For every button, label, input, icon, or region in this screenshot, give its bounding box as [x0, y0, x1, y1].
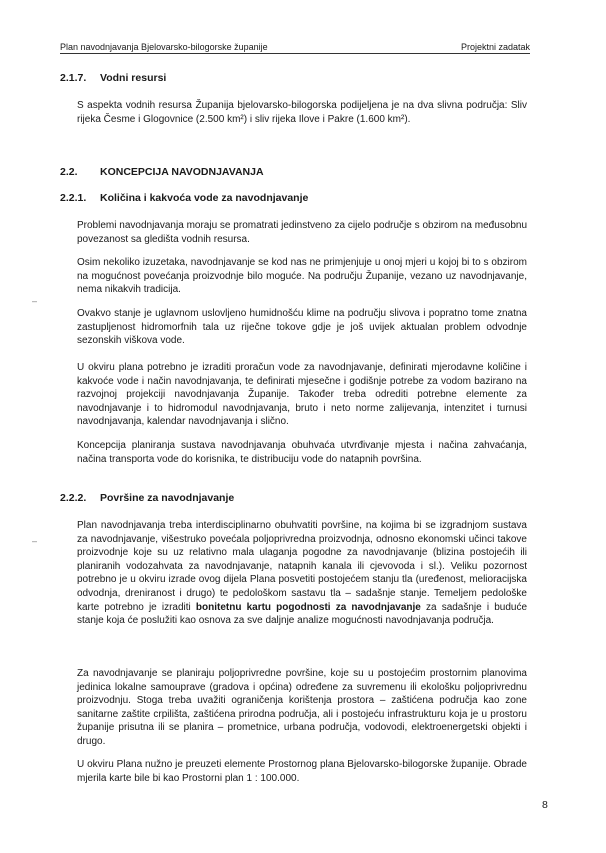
paragraph-2-2-1-1: Problemi navodnjavanja moraju se promatrati jedinstveno za cijelo područje s obzirom na međusobnu povezanost sa gledišta vodnih resursa. [77, 220, 527, 245]
paragraph-2-2-2-1 [77, 519, 527, 628]
heading-number: 2.2.1. [60, 192, 87, 204]
paragraph-text: za sadašnje i buduće stanje koja će poslužiti kao osnova za sve daljnje analize mogućnosti navodnjavanja područja. [77, 601, 527, 627]
margin-mark: – [32, 296, 38, 306]
heading-2-2 [60, 166, 264, 178]
heading-number: 2.2. [60, 166, 78, 178]
heading-title: Vodni resursi [100, 72, 167, 84]
heading-2-2-2 [60, 492, 234, 504]
header-right-title: Projektni zadatak [460, 42, 530, 52]
page-number: 8 [542, 799, 548, 811]
heading-2-1-7 [60, 72, 166, 84]
paragraph-2-1-7-1: S aspekta vodnih resursa Županija bjelovarsko-bilogorska podijeljena je na dva slivna područja: Sliv rijeka Česme i Glogovnice (2.500 km²) i sliv rijeka Ilove i Pakre (1.600 km²). [77, 100, 527, 125]
margin-mark: – [32, 536, 38, 546]
paragraph-2-2-1-5: Koncepcija planiranja sustava navodnjavanja obuhvaća utvrđivanje mjesta i načina zahvaćanja, načina transporta vode do korisnika, te distribuciju vode do natapnih površina. [77, 440, 527, 465]
bold-term: bonitetnu kartu pogodnosti za navodnjavanje [195, 601, 421, 613]
paragraph-text: Plan navodnjavanja treba interdisciplinarno obuhvatiti površine, na kojima bi se izgradnjom sustava za navodnjavanje, višestruko povećala poljoprivredna proizvodnja, odnosno ekonomski učinci takove proizvodnje koje su uz relativno mala ulaganja pogodne za navodnjavanje (blizina postojećih ili planiranih vodozahvata za navodnjavanje, natapnih kanala ili cjevovoda i sl.). Veliku pozornost potrebno je u okviru izrade ovog dijela Plana posvetiti postojećem stanju tla (uređenost, melioracijska odvodnja, dreniranost i drugo) te pedološkom sastavu tla – sadašnje stanje. Temeljem pedološke karte potrebno je izraditi [77, 520, 527, 613]
paragraph-2-2-2-2: Za navodnjavanje se planiraju poljoprivredne površine, koje su u postojećim prostornim planovima jedinica lokalne samouprave (gradova i općina) određene za suvremenu ili ekološku poljoprivrednu proizvodnju. Stoga treba uvažiti ograničenja korištenja prostora – zaštićena područja kao zone sanitarne zaštite crpilišta, zaštićena prirodna područja, ali i postojeću infrastrukturu koja je u prostoru županije prisutna ili se planira – prometnice, urbana područja, vodovodi, elektroenergetski objekti i drugo. [77, 668, 527, 747]
heading-title: Površine za navodnjavanje [100, 492, 235, 504]
paragraph-2-2-1-4: U okviru plana potrebno je izraditi proračun vode za navodnjavanje, definirati mjerodavne količine i kakvoće vode i način navodnjavanja, te definirati mjesečne i godišnje potrebe za vodom bazirano na razvojnoj projekciji navodnjavanja Županije. Također treba odrediti potrebne elemente za navodnjavanje i to hidromodul navodnjavanja, bruto i neto norme zalijevanja, intenzitet i turnusi navodnjavanja, kalendar navodnjavanja i slično. [77, 362, 527, 428]
heading-number: 2.1.7. [60, 72, 87, 84]
heading-title: KONCEPCIJA NAVODNJAVANJA [100, 166, 264, 178]
heading-number: 2.2.2. [60, 492, 87, 504]
running-header [60, 39, 530, 54]
header-left-title: Plan navodnjavanja Bjelovarsko-bilogorske županije [60, 42, 268, 52]
paragraph-2-2-1-3: Ovakvo stanje je uglavnom uslovljeno humidnošću klime na području slivova i popratno tome znatna zastupljenost hidromorfnih tala uz riječne tokove gdje je još uvijek aktualan problem odvodnje sezonskih viškova vode. [77, 308, 527, 347]
heading-title: Količina i kakvoća vode za navodnjavanje [100, 192, 309, 204]
paragraph-2-2-2-3: U okviru Plana nužno je preuzeti elemente Prostornog plana Bjelovarsko-bilogorske županije. Obrade mjerila karte bile bi kao Prostorni plan 1 : 100.000. [77, 759, 527, 784]
heading-2-2-1 [60, 192, 308, 204]
paragraph-2-2-1-2: Osim nekoliko izuzetaka, navodnjavanje se kod nas ne primjenjuje u onoj mjeri u kojoj bi to s obzirom na mogućnost povećanja proizvodnje bilo moguće. Na području Županije, vezano uz navodnjavanje, nema nikakvih tradicija. [77, 257, 527, 296]
